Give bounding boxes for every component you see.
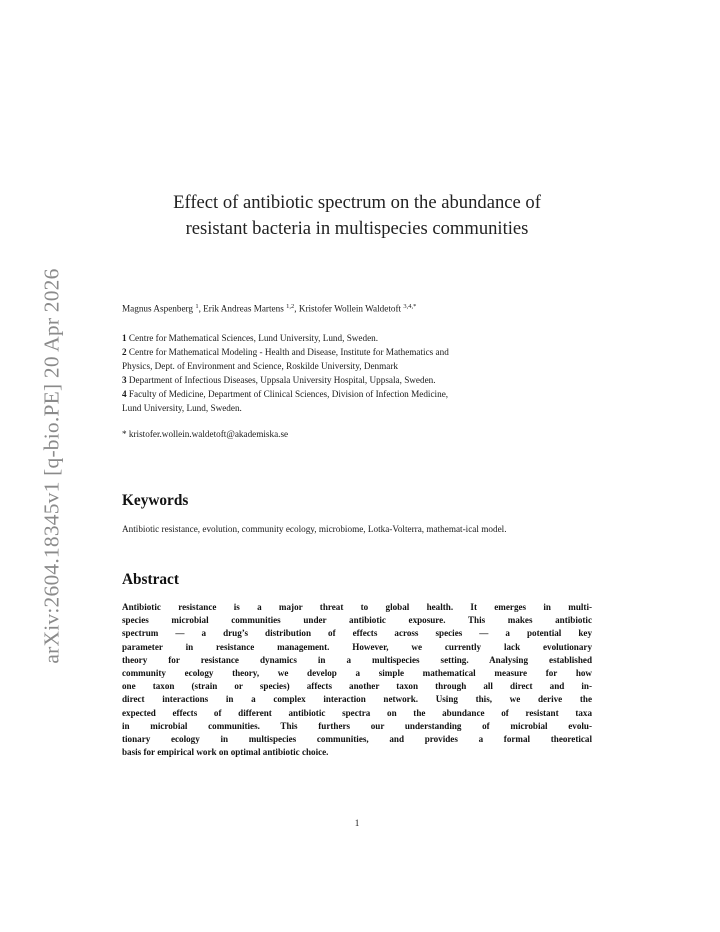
affiliation-number: 4 xyxy=(122,389,127,399)
author-separator: , xyxy=(198,303,204,314)
abstract-line: basis for empirical work on optimal antibiotic choice. xyxy=(122,747,329,758)
author-name: Kristofer Wollein Waldetoft xyxy=(298,303,402,314)
affiliations xyxy=(122,331,602,415)
abstract-line: theory for resistance dynamics in a multispecies setting. Analysing established xyxy=(122,654,592,665)
keywords-text: Antibiotic resistance, evolution, community ecology, microbiome, Lotka-Volterra, mathemat-ical model. xyxy=(122,524,507,534)
affiliation-line xyxy=(122,345,602,359)
abstract-line: direct interactions in a complex interaction network. Using this, we derive the xyxy=(122,694,592,705)
abstract-line: Antibiotic resistance is a major threat to global health. It emerges in multi- xyxy=(122,602,592,612)
page-number: 1 xyxy=(354,818,360,828)
paper-title xyxy=(122,190,592,242)
abstract-line: in microbial communities. This furthers our understanding of microbial evolu- xyxy=(122,720,592,731)
affiliation-text: Centre for Mathematical Sciences, Lund University, Lund, Sweden. xyxy=(128,333,379,343)
author-affil-ref: 1,2 xyxy=(286,303,295,310)
abstract-line: parameter in resistance management. However, we currently lack evolutionary xyxy=(122,641,592,652)
abstract-line: expected effects of different antibiotic spectra on the abundance of resistant taxa xyxy=(122,707,592,718)
affiliation-number: 3 xyxy=(122,375,127,385)
corresponding-email[interactable]: * kristofer.wollein.waldetoft@akademiska.se xyxy=(122,429,289,439)
keywords-heading: Keywords xyxy=(122,492,189,509)
arxiv-identifier: arXiv:2604.18345v1 [q-bio.PE] 20 Apr 2026 xyxy=(39,268,64,664)
title-line: Effect of antibiotic spectrum on the abundance of xyxy=(173,192,541,213)
abstract-line: species microbial communities under antibiotic exposure. This makes antibiotic xyxy=(122,615,592,626)
title-line: resistant bacteria in multispecies communities xyxy=(185,218,529,239)
abstract-line: community ecology theory, we develop a simple mathematical measure for how xyxy=(122,668,592,679)
affiliation-text: Centre for Mathematical Modeling - Health and Disease, Institute for Mathematics and xyxy=(128,347,449,357)
affiliation-line: Physics, Dept. of Environment and Science, Roskilde University, Denmark xyxy=(122,361,398,371)
author-name: Magnus Aspenberg xyxy=(122,303,194,314)
author-name: Erik Andreas Martens xyxy=(203,303,284,314)
author-affil-ref: 1 xyxy=(195,303,199,310)
affiliation-line xyxy=(122,373,602,387)
abstract-line: tionary ecology in multispecies communities, and provides a formal theoretical xyxy=(122,734,592,745)
abstract-heading: Abstract xyxy=(122,571,179,588)
affiliation-text: Faculty of Medicine, Department of Clinical Sciences, Division of Infection Medicine, xyxy=(128,389,449,399)
abstract-line: spectrum — a drug’s distribution of effects across species — a potential key xyxy=(122,628,592,639)
author-list xyxy=(122,303,416,314)
affiliation-line xyxy=(122,387,602,401)
affiliation-number: 2 xyxy=(122,347,127,357)
author-affil-ref: 3,4,* xyxy=(403,303,417,310)
abstract-line: one taxon (strain or species) affects another taxon through all direct and in- xyxy=(122,681,592,692)
affiliation-line: Lund University, Lund, Sweden. xyxy=(122,403,242,413)
abstract-text xyxy=(122,601,592,759)
author-separator: , xyxy=(294,303,299,314)
affiliation-line xyxy=(122,331,602,345)
affiliation-text: Department of Infectious Diseases, Uppsala University Hospital, Uppsala, Sweden. xyxy=(128,375,436,385)
affiliation-number: 1 xyxy=(122,333,127,343)
